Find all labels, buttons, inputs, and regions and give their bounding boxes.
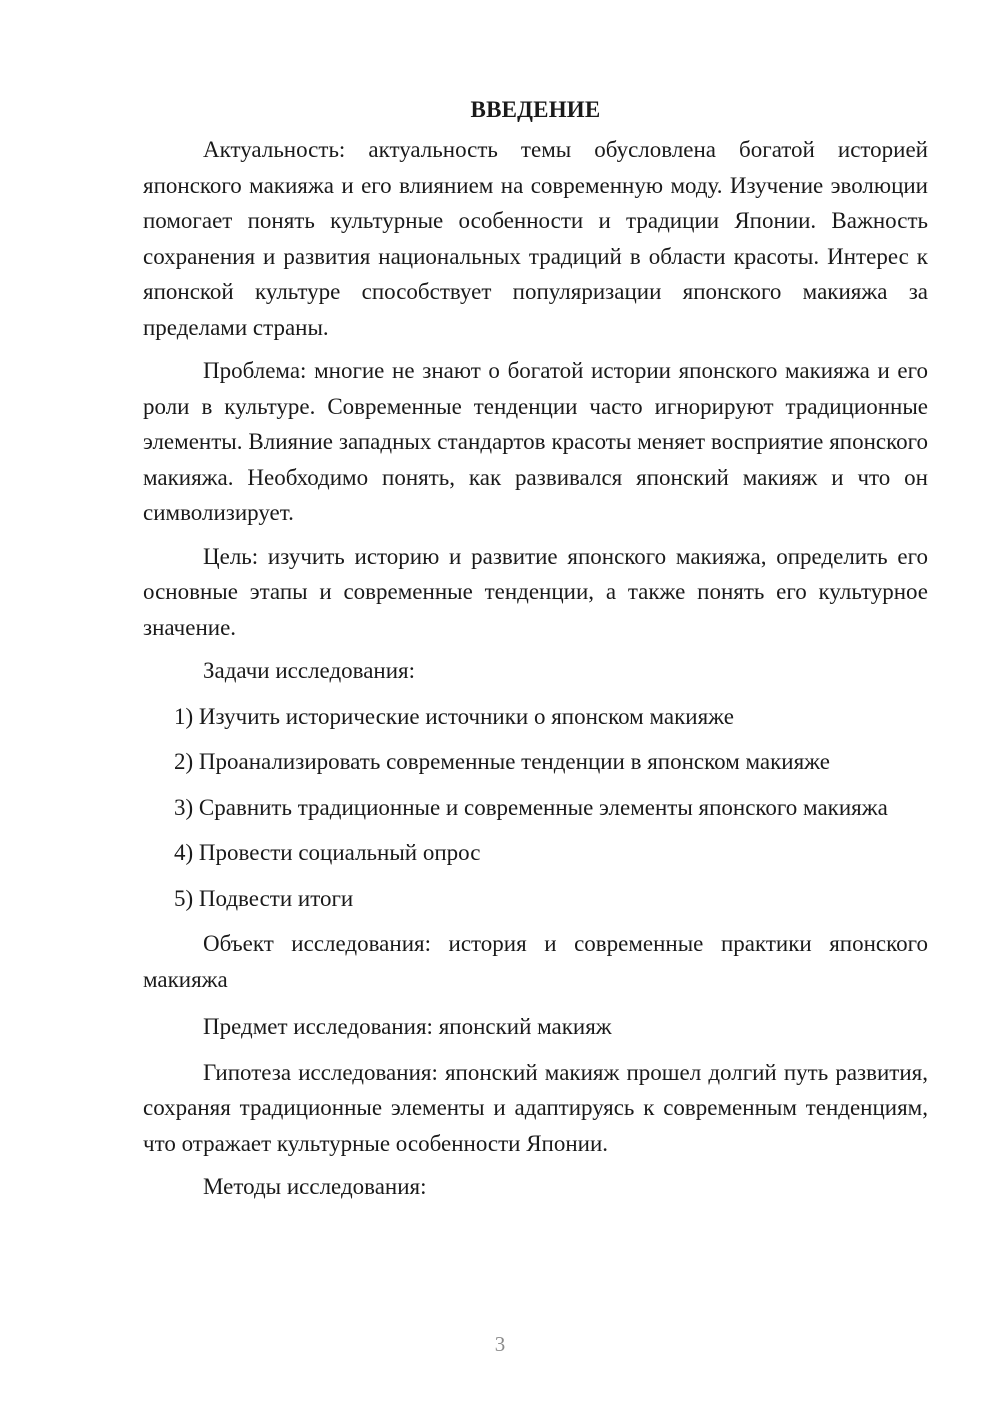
methods-heading: Методы исследования: xyxy=(203,1174,427,1199)
object-paragraph: Объект исследования: история и современные практики японского макияжа xyxy=(143,931,928,992)
hypothesis-paragraph: Гипотеза исследования: японский макияж прошел долгий путь развития, сохраняя традиционные элементы и адаптируясь к современным тенденциям, что отражает культурные особенности Японии. xyxy=(143,1059,928,1156)
list-item: 1) Изучить исторические источники о японском макияже xyxy=(174,703,734,729)
list-item: 2) Проанализировать современные тенденции в японском макияже xyxy=(174,749,830,774)
relevance-paragraph: Актуальность: актуальность темы обусловлена богатой историей японского макияжа и его влиянием на современную моду. Изучение эволюции помогает понять культурные особенности и традиции Японии. Важность сохранения и развития национальных традиций в области красоты. Интерес к японской культуре способствует популяризации японского макияжа за пределами страны. xyxy=(143,137,928,340)
subject-paragraph: Предмет исследования: японский макияж xyxy=(203,1014,612,1039)
list-item: 4) Провести социальный опрос xyxy=(174,840,481,865)
list-item: 5) Подвести итоги xyxy=(174,885,354,911)
page-number: 3 xyxy=(494,1332,506,1356)
tasks-list xyxy=(143,699,928,917)
problem-paragraph: Проблема: многие не знают о богатой истории японского макияжа и его роли в культуре. Современные тенденции часто игнорируют традиционные элементы. Влияние западных стандартов красоты меняет восприятие японского макияжа. Необходимо понять, как развивался японский макияж и что он символизирует. xyxy=(143,358,928,525)
tasks-heading: Задачи исследования: xyxy=(203,658,416,683)
document-page xyxy=(143,92,928,1215)
list-item: 3) Сравнить традиционные и современные элементы японского макияжа xyxy=(174,794,888,820)
page-title: ВВЕДЕНИЕ xyxy=(470,97,601,122)
goal-paragraph: Цель: изучить историю и развитие японского макияжа, определить его основные этапы и современные тенденции, а также понять его культурное значение. xyxy=(143,543,928,640)
